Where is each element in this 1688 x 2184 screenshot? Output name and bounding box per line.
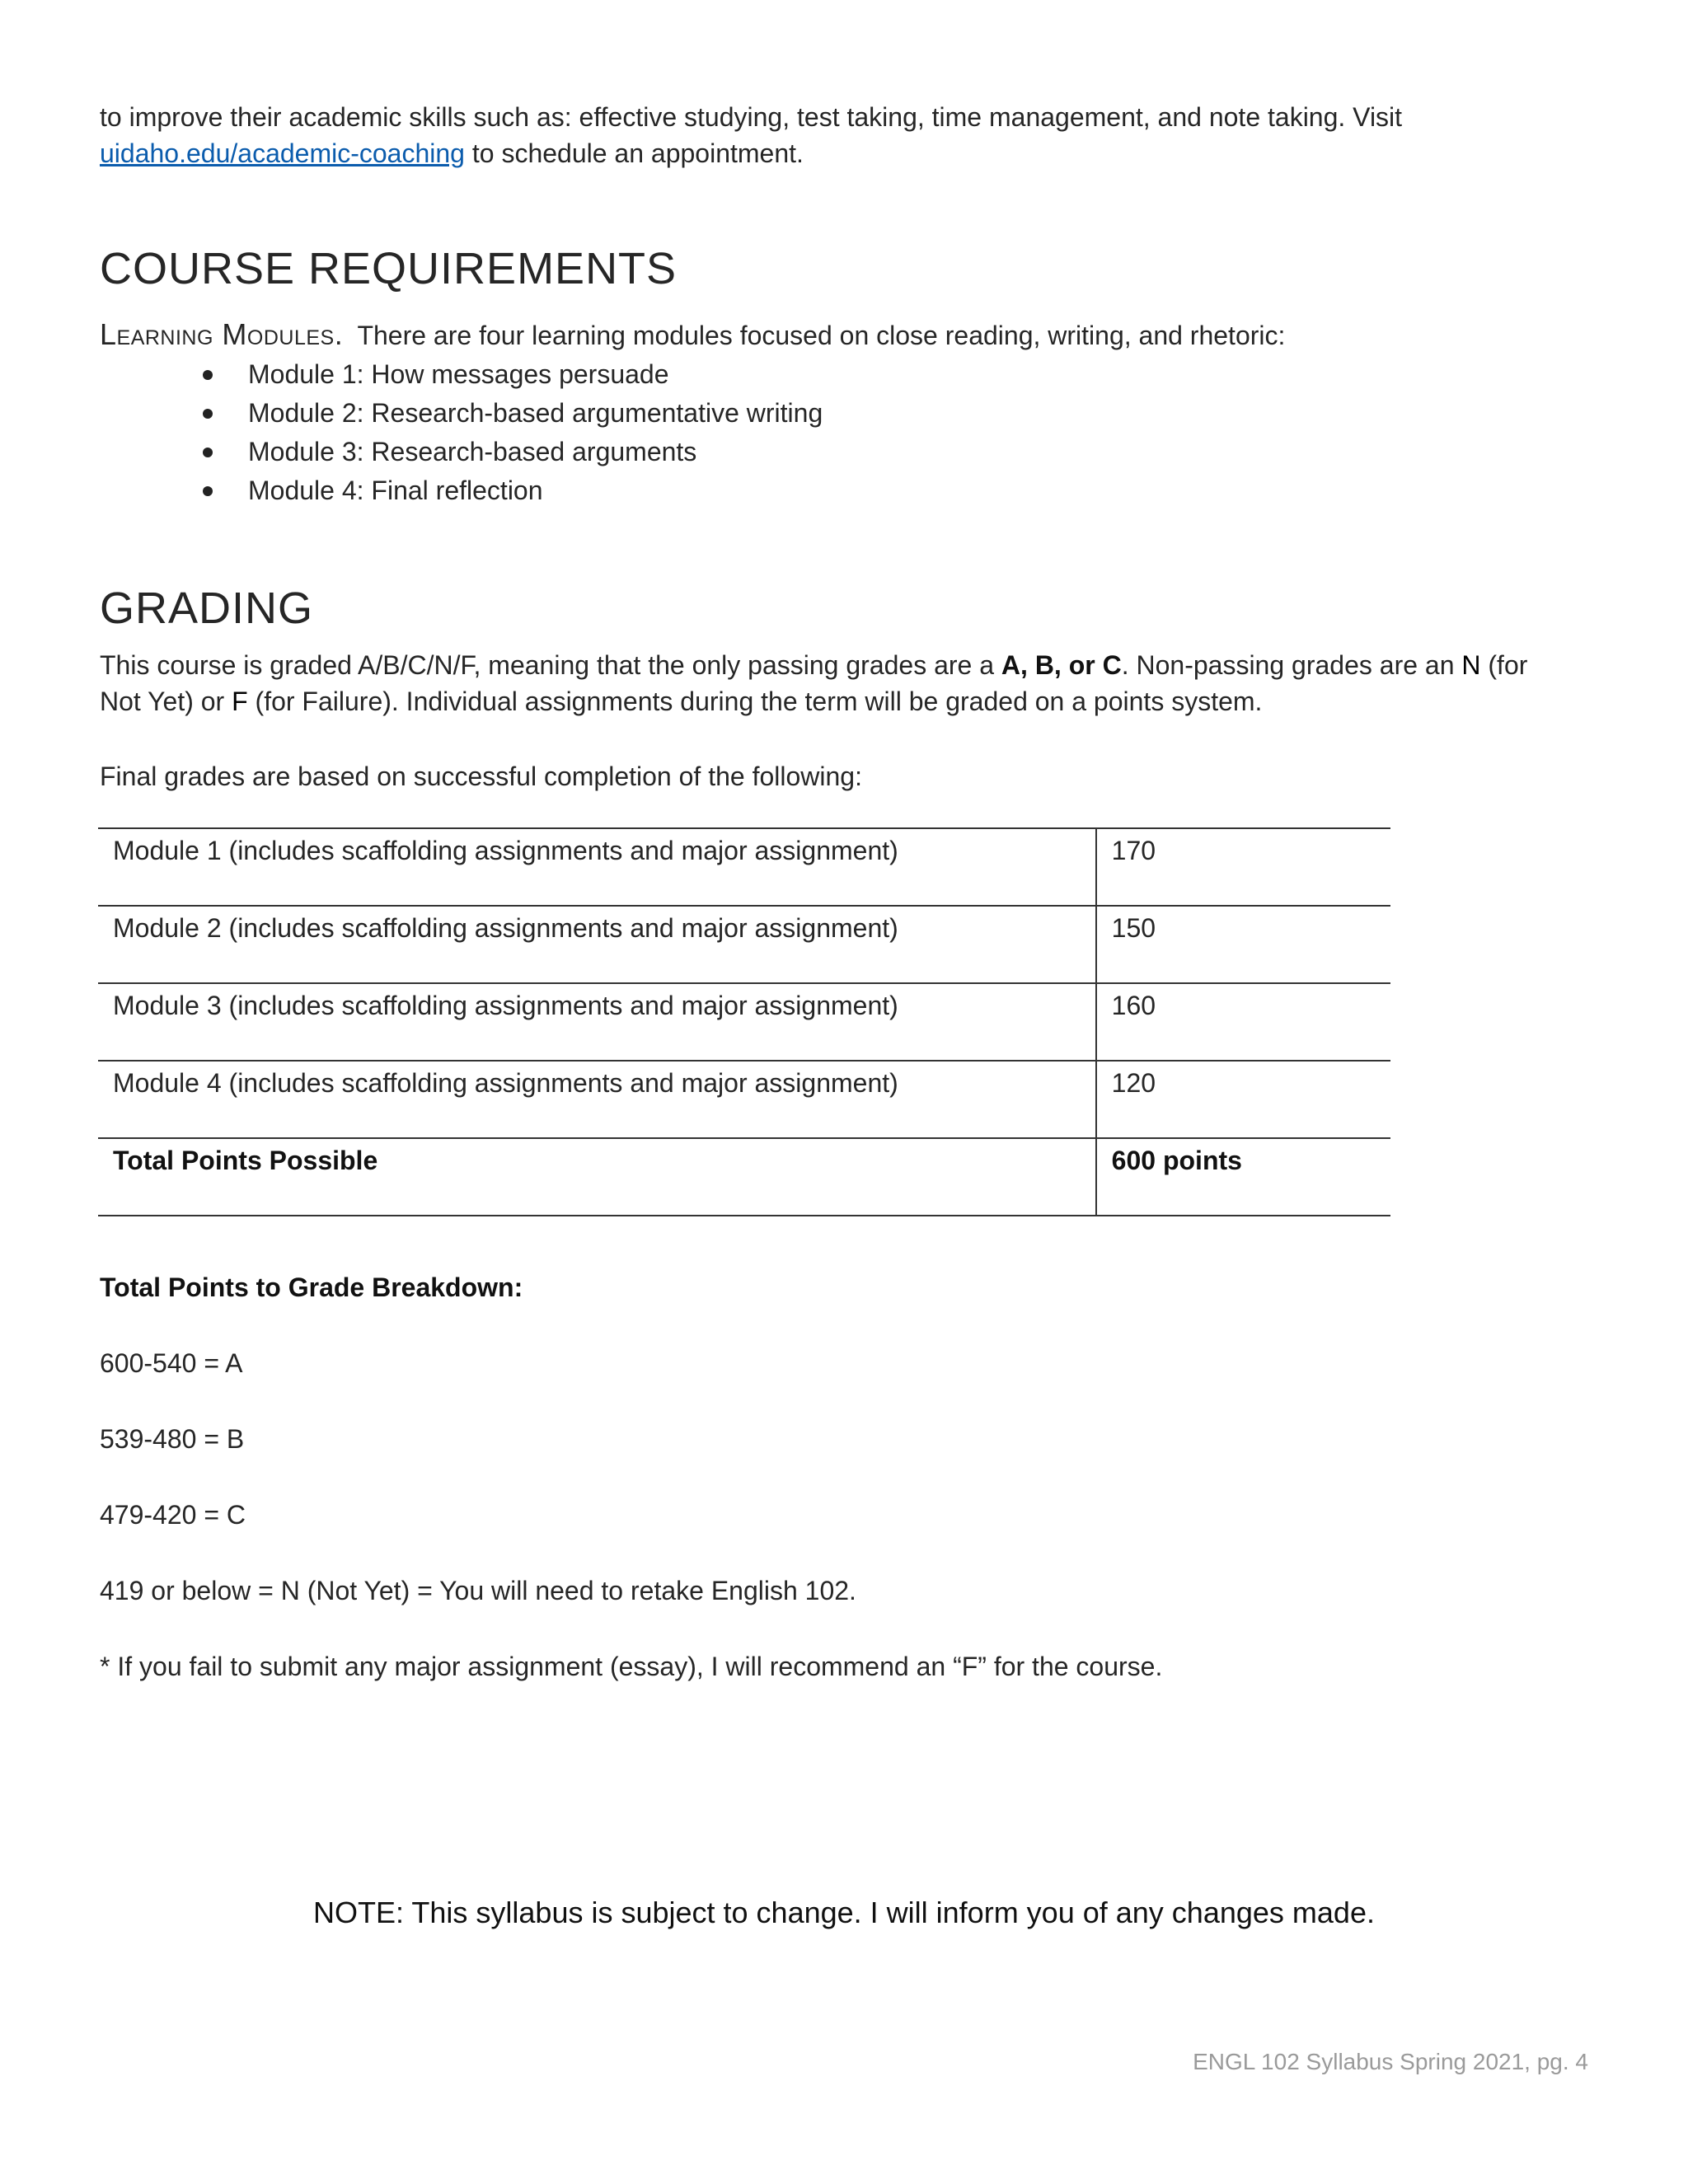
module-text: Module 3: Research-based arguments <box>248 437 697 466</box>
learning-modules-text: There are four learning modules focused on close reading, writing, and rhetoric: <box>343 321 1286 350</box>
table-cell-label: Module 3 (includes scaffolding assignments and major assignment) <box>98 983 1096 1061</box>
learning-modules-label: Learning Modules. <box>100 317 344 351</box>
table-cell-value: 170 <box>1096 828 1390 906</box>
footnote: * If you fail to submit any major assignment (essay), I will recommend an “F” for the course. <box>100 1652 1163 1681</box>
table-row <box>98 1061 1390 1138</box>
bullet-icon <box>203 370 213 380</box>
list-item <box>100 471 823 510</box>
grade-n: N <box>1461 650 1481 680</box>
learning-modules-lead <box>100 316 1285 354</box>
intro-line <box>100 99 1402 171</box>
course-requirements-heading: COURSE REQUIREMENTS <box>100 244 678 293</box>
bullet-icon <box>203 409 213 419</box>
grading-paragraph <box>100 647 1575 719</box>
academic-coaching-link[interactable]: uidaho.edu/academic-coaching <box>100 138 465 168</box>
page-footer: ENGL 102 Syllabus Spring 2021, pg. 4 <box>1193 2049 1588 2074</box>
grading-text: (for Failure). Individual assignments during the term will be graded on a points system. <box>247 687 1263 716</box>
grades-table <box>98 827 1390 1216</box>
table-cell-label: Module 1 (includes scaffolding assignments and major assignment) <box>98 828 1096 906</box>
breakdown-item: 419 or below = N (Not Yet) = You will need to retake English 102. <box>100 1576 856 1605</box>
list-item <box>100 433 823 471</box>
passing-grades: A, B, or C <box>1001 650 1122 680</box>
bullet-icon <box>203 486 213 496</box>
module-text: Module 2: Research-based argumentative writing <box>248 398 823 428</box>
grading-text: . Non-passing grades are an <box>1121 650 1462 680</box>
syllabus-note: NOTE: This syllabus is subject to change. I will inform you of any changes made. <box>313 1896 1375 1929</box>
breakdown-heading: Total Points to Grade Breakdown: <box>100 1272 523 1302</box>
total-value: 600 points <box>1096 1138 1390 1216</box>
breakdown-item: 600-540 = A <box>100 1348 243 1378</box>
module-text: Module 1: How messages persuade <box>248 359 669 389</box>
breakdown-item: 479-420 = C <box>100 1500 246 1530</box>
grade-f: F <box>232 687 248 716</box>
table-cell-value: 120 <box>1096 1061 1390 1138</box>
breakdown-item: 539-480 = B <box>100 1424 245 1454</box>
intro-text-rest: to schedule an appointment. <box>464 138 804 168</box>
table-row <box>98 983 1390 1061</box>
intro-text: to improve their academic skills such as: effective studying, test taking, time management, and note taking. Visit <box>100 102 1403 132</box>
final-grades-intro: Final grades are based on successful completion of the following: <box>100 762 862 791</box>
grading-text: (for Not Yet) or <box>100 650 1528 716</box>
table-row <box>98 906 1390 983</box>
module-text: Module 4: Final reflection <box>248 476 543 505</box>
table-row <box>98 828 1390 906</box>
table-row-total <box>98 1138 1390 1216</box>
total-label: Total Points Possible <box>98 1138 1096 1216</box>
grading-text: This course is graded A/B/C/N/F, meaning that the only passing grades are a <box>100 650 1001 680</box>
bullet-icon <box>203 448 213 457</box>
table-cell-label: Module 2 (includes scaffolding assignments and major assignment) <box>98 906 1096 983</box>
table-cell-value: 160 <box>1096 983 1390 1061</box>
grading-heading: GRADING <box>100 583 314 633</box>
table-cell-label: Module 4 (includes scaffolding assignments and major assignment) <box>98 1061 1096 1138</box>
table-cell-value: 150 <box>1096 906 1390 983</box>
list-item <box>100 394 823 433</box>
list-item <box>100 355 823 394</box>
modules-list <box>100 355 823 510</box>
